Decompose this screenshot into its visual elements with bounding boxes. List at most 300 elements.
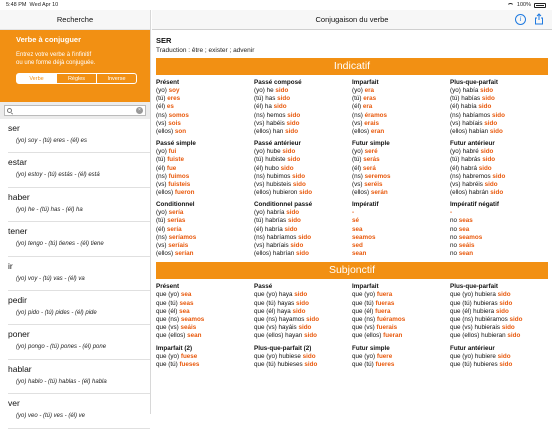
form-prefix: (él) <box>352 164 363 172</box>
form-verb: - <box>450 209 453 217</box>
form-verb: sea <box>180 291 192 299</box>
form-verb: fuere <box>376 352 393 360</box>
conjugated-form <box>156 112 254 120</box>
form-prefix: no <box>450 233 459 241</box>
form-verb: serían <box>174 250 194 258</box>
form-verb: sean <box>352 250 367 258</box>
form-verb: sido <box>275 87 289 94</box>
conjugated-form <box>254 250 352 258</box>
tense-block <box>156 140 254 197</box>
conjugated-form <box>254 165 352 173</box>
form-verb: eres <box>167 95 181 103</box>
conjugated-form <box>254 353 352 361</box>
form-verb: sido <box>497 291 511 299</box>
conjugated-form <box>450 316 548 324</box>
tense-name: Imparfait <box>352 283 379 291</box>
form-verb: sido <box>489 127 503 135</box>
form-prefix: (yo) he <box>254 87 276 94</box>
conjugated-form <box>352 128 450 136</box>
form-verb: fuisteis <box>168 180 191 188</box>
form-prefix: (ns) <box>156 111 169 119</box>
form-prefix: (yo) <box>156 209 169 217</box>
conjugated-form <box>352 173 450 181</box>
form-verb: sería <box>168 209 184 217</box>
form-prefix: (yo) <box>352 87 365 94</box>
form-prefix: (yo) <box>156 87 169 94</box>
tense-name: Futur antérieur <box>450 140 495 148</box>
form-verb: era <box>364 87 375 94</box>
form-prefix: (tú) <box>352 95 364 103</box>
conjugated-form <box>450 128 548 136</box>
form-prefix: (vs) habréis <box>450 180 485 188</box>
list-item[interactable] <box>0 360 150 394</box>
form-verb: fuiste <box>167 156 184 164</box>
form-prefix: (ns) <box>352 172 365 180</box>
tense-block <box>254 140 352 197</box>
form-verb: seríais <box>168 242 189 249</box>
conjugated-form <box>352 234 450 242</box>
form-verb: sea <box>352 225 363 233</box>
tense-name: Futur antérieur <box>450 344 495 352</box>
panel-description-line-1: Entrez votre verbe à l'infinitif <box>16 52 92 58</box>
verb-infinitive: ser <box>8 123 20 133</box>
tense-block <box>156 283 254 340</box>
form-verb: sido <box>495 307 509 315</box>
conjugated-form <box>254 332 352 340</box>
tense-block <box>254 201 355 258</box>
conjugated-form <box>352 95 450 103</box>
form-verb: fue <box>166 164 177 172</box>
mood-header: Indicatif <box>156 58 548 75</box>
conjugated-form <box>254 87 352 95</box>
conjugated-form <box>450 103 548 111</box>
segment-verbe[interactable]: Verbe <box>17 74 57 83</box>
conjugated-form <box>156 242 254 250</box>
verb-infinitive: poner <box>8 329 30 340</box>
verb-infinitive: tener <box>8 226 28 237</box>
search-box <box>4 105 146 116</box>
share-icon[interactable] <box>534 13 544 25</box>
tense-name: Plus-que-parfait <box>450 79 498 86</box>
tense-name: Plus-que-parfait <box>450 283 498 291</box>
form-prefix: que (él) haya <box>254 307 293 315</box>
form-prefix: (tú) <box>156 95 168 103</box>
conjugated-form <box>156 300 254 308</box>
segment-regles[interactable]: Règles <box>57 74 97 83</box>
form-verb: sido <box>302 352 316 360</box>
verb-search-panel <box>0 30 150 102</box>
form-prefix: (ellos) <box>156 127 175 135</box>
conjugated-form <box>352 87 450 95</box>
clear-search-icon[interactable]: × <box>136 107 143 114</box>
form-verb: sido <box>286 119 300 127</box>
verb-infinitive: estar <box>8 157 27 168</box>
conjugated-form <box>156 316 254 324</box>
conjugated-form <box>352 103 450 111</box>
conjugated-form <box>450 308 548 316</box>
conjugated-form <box>254 156 352 164</box>
form-verb: sido <box>499 299 513 307</box>
conjugated-form <box>156 95 254 103</box>
list-item[interactable] <box>0 394 150 428</box>
verb-forms-preview: (yo) hablo - (tú) hablas - (él) habla <box>16 378 107 385</box>
conjugated-form <box>352 148 450 156</box>
conjugated-form <box>156 226 254 234</box>
form-prefix: que (yo) hubiese <box>254 352 303 360</box>
tense-grid <box>152 279 552 369</box>
conjugated-form <box>352 209 453 217</box>
conjugated-form <box>450 234 548 242</box>
form-prefix: que (tú) hubieses <box>254 360 305 368</box>
form-prefix: (yo) había <box>450 87 481 94</box>
conjugated-form <box>254 291 352 299</box>
form-prefix: que (vs) <box>156 324 181 332</box>
form-prefix: no <box>450 250 459 258</box>
list-item[interactable] <box>0 325 150 359</box>
form-verb: fueses <box>179 360 200 368</box>
form-verb: sido <box>492 172 506 180</box>
conjugation-view <box>152 10 552 414</box>
form-prefix: que (ellos) hubieran <box>450 332 508 340</box>
conjugated-form <box>450 120 548 128</box>
form-prefix: que (tú) hubieras <box>450 299 500 307</box>
tense-name: Futur simple <box>352 344 390 352</box>
form-prefix: (yo) hube <box>254 148 283 156</box>
conjugated-form <box>450 242 548 250</box>
conjugated-form <box>156 128 254 136</box>
tense-name: Impératif négatif <box>450 201 499 209</box>
verb-forms-preview: (yo) tengo - (tú) tienes - (él) tiene <box>16 241 104 248</box>
conjugated-form <box>450 209 548 217</box>
form-prefix: que (yo) hubiere <box>450 352 498 360</box>
form-prefix: (vs) habríais <box>254 242 291 249</box>
tense-name: Futur simple <box>352 140 390 148</box>
conjugated-form <box>450 173 548 181</box>
main-title: Conjugaison du verbe <box>315 15 389 24</box>
form-verb: eras <box>363 95 377 103</box>
wifi-icon <box>507 3 514 8</box>
form-prefix: (vs) <box>156 242 169 249</box>
tense-block <box>254 79 352 136</box>
form-prefix: que (tú) <box>156 360 180 368</box>
form-prefix: (ns) <box>156 172 169 180</box>
form-verb: sido <box>277 95 291 103</box>
form-verb: seremos <box>364 172 391 180</box>
form-prefix: (ns) hubimos <box>254 172 293 180</box>
form-prefix: (él) <box>156 225 167 233</box>
form-prefix: que (tú) hubieres <box>450 360 500 368</box>
verb-forms-preview: (yo) pongo - (tú) pones - (él) pone <box>16 344 107 351</box>
form-prefix: (él) habría <box>254 225 285 233</box>
form-prefix: (yo) <box>156 148 169 156</box>
form-verb: serán <box>370 189 388 197</box>
form-prefix: (ellos) habrán <box>450 189 491 197</box>
list-item[interactable] <box>0 153 150 187</box>
form-verb: sido <box>296 250 309 258</box>
form-verb: es <box>166 103 174 111</box>
form-prefix: (tú) has <box>254 95 278 103</box>
status-bar <box>0 0 552 10</box>
battery-percent: 100% <box>516 2 531 8</box>
form-verb: fueras <box>375 299 395 307</box>
info-icon[interactable]: i <box>515 14 526 25</box>
search-row <box>0 102 150 119</box>
form-prefix: (él) <box>156 164 167 172</box>
tense-name: Imparfait <box>352 79 379 86</box>
search-sidebar <box>0 10 151 420</box>
conjugated-form <box>352 308 450 316</box>
form-prefix: (ellos) <box>156 189 175 197</box>
form-prefix: (él) hubo <box>254 164 281 172</box>
form-prefix: (tú) habías <box>450 95 482 103</box>
verb-infinitive: pedir <box>8 294 27 305</box>
form-verb: sido <box>484 180 498 188</box>
form-prefix: (él) ha <box>254 103 274 111</box>
tense-block <box>352 283 450 340</box>
form-verb: sido <box>287 217 301 225</box>
conjugated-form <box>450 332 548 340</box>
tense-block <box>352 140 450 197</box>
conjugated-form <box>156 332 254 340</box>
form-verb: sido <box>480 87 494 94</box>
form-verb: era <box>362 103 373 111</box>
form-verb: eran <box>370 127 385 135</box>
conjugated-form <box>156 148 254 156</box>
tense-block <box>352 201 453 258</box>
conjugated-form <box>352 120 450 128</box>
verb-forms-preview: (yo) estoy - (tú) estás - (él) está <box>16 172 100 179</box>
form-prefix: (tú) habrías <box>254 217 288 225</box>
tense-name: Présent <box>156 283 180 291</box>
tense-grid <box>152 75 552 258</box>
form-verb: sido <box>285 127 299 135</box>
conjugated-form <box>254 217 352 225</box>
list-item[interactable] <box>0 188 150 222</box>
form-verb: seáis <box>180 324 197 332</box>
form-prefix: (ns) habíamos <box>450 111 492 119</box>
form-verb: seas <box>179 299 194 307</box>
verb-title: SER <box>156 36 172 45</box>
form-verb: somos <box>168 111 189 119</box>
tense-block <box>450 140 548 197</box>
form-verb: fuera <box>375 307 391 315</box>
verb-list <box>0 119 150 429</box>
form-verb: sido <box>480 148 494 156</box>
form-verb: sido <box>306 315 320 323</box>
list-item[interactable] <box>0 222 150 256</box>
form-prefix: (vs) <box>156 119 169 127</box>
form-verb: fuéramos <box>376 315 406 323</box>
conjugated-form <box>352 300 450 308</box>
verb-forms-preview: (yo) veo - (tú) ves - (él) ve <box>16 413 86 420</box>
conjugated-form <box>254 181 352 189</box>
form-prefix: (vs) habíais <box>450 119 485 127</box>
conjugated-form <box>254 103 352 111</box>
verb-forms-preview: (yo) soy - (tú) eres - (él) es <box>16 138 88 144</box>
form-verb: fuese <box>180 352 198 360</box>
form-prefix: (tú) <box>156 156 168 164</box>
verb-infinitive: hablar <box>8 363 32 374</box>
tense-name: Passé <box>254 283 273 291</box>
verb-infinitive: haber <box>8 191 30 202</box>
conjugated-form <box>254 173 352 181</box>
form-prefix: (yo) habré <box>450 148 481 156</box>
conjugated-form <box>254 316 352 324</box>
form-verb: serías <box>167 217 186 225</box>
form-verb: fueron <box>174 189 195 197</box>
form-prefix: que (ns) <box>156 315 181 323</box>
conjugated-form <box>156 234 254 242</box>
form-prefix: (tú) hubiste <box>254 156 288 164</box>
form-prefix: que (ns) hayamos <box>254 315 307 323</box>
form-prefix: (él) habrá <box>450 164 479 172</box>
form-prefix: que (yo) hubiera <box>450 291 498 299</box>
form-prefix: que (él) hubiera <box>450 307 496 315</box>
form-prefix: (ns) <box>156 233 169 241</box>
form-prefix: (yo) habría <box>254 209 287 217</box>
form-prefix: (vs) <box>352 119 365 127</box>
form-prefix: que (tú) <box>156 299 180 307</box>
conjugated-form <box>254 300 352 308</box>
form-verb: seamos <box>352 233 376 241</box>
form-prefix: (vs) habéis <box>254 119 287 127</box>
form-prefix: que (yo) haya <box>254 291 295 299</box>
conjugated-form <box>352 332 450 340</box>
verb-infinitive: ver <box>8 398 20 409</box>
conjugated-form <box>352 189 450 197</box>
form-prefix: (ns) habremos <box>450 172 493 180</box>
conjugated-form <box>352 316 450 324</box>
conjugated-form <box>352 353 450 361</box>
conjugated-form <box>254 361 352 369</box>
conjugated-form <box>352 165 450 173</box>
conjugated-form <box>254 209 355 217</box>
list-item[interactable] <box>0 257 150 291</box>
form-prefix: que (ellos) <box>352 332 384 340</box>
conjugated-form <box>156 291 254 299</box>
conjugated-form <box>156 324 254 332</box>
form-prefix: que (tú) <box>352 360 376 368</box>
tense-name: Passé antérieur <box>254 140 301 148</box>
form-prefix: (vs) <box>352 180 365 188</box>
form-verb: sido <box>286 209 300 217</box>
conjugated-form <box>156 308 254 316</box>
form-verb: sed <box>352 242 363 249</box>
tense-name: Imparfait (2) <box>156 344 193 352</box>
panel-title: Verbe à conjuguer <box>16 35 82 44</box>
conjugated-form <box>156 173 254 181</box>
form-verb: seamos <box>458 233 483 241</box>
verb-forms-preview: (yo) he - (tú) has - (él) ha <box>16 206 83 213</box>
form-prefix: que (vs) <box>352 324 377 332</box>
status-time: 5:48 PM Wed Apr 10 <box>6 2 59 8</box>
conjugated-form <box>156 156 254 164</box>
form-verb: sean <box>458 250 474 258</box>
form-verb: sido <box>299 189 313 197</box>
conjugated-form <box>352 217 450 225</box>
form-prefix: que (ns) hubiéramos <box>450 315 510 323</box>
tense-name: Impératif <box>352 201 379 209</box>
form-prefix: (ellos) <box>352 127 371 135</box>
form-verb: seríamos <box>168 233 197 241</box>
form-verb: sido <box>298 233 312 241</box>
conjugated-form <box>156 353 254 361</box>
panel-description-line-2: ou une forme déjà conjuguée. <box>16 60 96 66</box>
conjugated-form <box>254 189 352 197</box>
conjugated-form <box>450 291 548 299</box>
tense-name: Présent <box>156 79 180 86</box>
conjugated-form <box>254 128 352 136</box>
form-verb: sido <box>484 119 498 127</box>
tense-block <box>352 79 450 136</box>
form-verb: seas <box>458 217 473 225</box>
form-verb: sido <box>298 324 312 332</box>
form-verb: sido <box>492 111 505 119</box>
form-prefix: que (yo) <box>352 352 377 360</box>
list-item[interactable] <box>0 291 150 325</box>
conjugated-form <box>156 165 254 173</box>
segment-inverse[interactable]: Inverse <box>107 75 126 82</box>
tense-block <box>450 201 548 258</box>
form-prefix: que (tú) <box>352 299 376 307</box>
tense-block <box>254 345 352 369</box>
form-prefix: que (yo) <box>352 291 377 299</box>
conjugated-form <box>156 103 254 111</box>
form-verb: soy <box>168 87 180 94</box>
form-prefix: (ns) hemos <box>254 111 288 119</box>
form-prefix: (ellos) habían <box>450 127 490 135</box>
tense-block <box>156 201 254 258</box>
tense-block <box>352 345 450 369</box>
form-prefix: (ellos) han <box>254 127 286 135</box>
conjugated-form <box>450 361 548 369</box>
conjugated-form <box>450 165 548 173</box>
form-verb: sois <box>168 119 181 127</box>
tense-block <box>254 283 352 340</box>
form-prefix: (yo) <box>352 148 365 156</box>
conjugated-form <box>450 156 548 164</box>
form-prefix: (ns) <box>352 111 365 119</box>
conjugated-form <box>450 181 548 189</box>
form-verb: serás <box>363 156 380 164</box>
conjugated-form <box>156 120 254 128</box>
form-verb: éramos <box>364 111 388 119</box>
tense-block <box>450 79 548 136</box>
form-prefix: (tú) <box>156 217 168 225</box>
main-header <box>152 10 552 30</box>
conjugated-form <box>450 226 548 234</box>
conjugated-form <box>450 112 548 120</box>
conjugated-form <box>156 361 254 369</box>
tense-block <box>156 79 254 136</box>
panel-description <box>16 51 138 67</box>
form-verb: sea <box>458 225 470 233</box>
form-verb: sido <box>280 164 294 172</box>
form-prefix: no <box>450 242 459 249</box>
conjugated-form <box>156 217 254 225</box>
form-verb: sido <box>292 180 306 188</box>
search-icon <box>7 108 12 113</box>
form-verb: sido <box>497 352 511 360</box>
form-verb: sido <box>304 360 318 368</box>
conjugated-form <box>352 242 450 250</box>
form-prefix: (tú) <box>352 156 364 164</box>
mood-header: Subjonctif <box>156 262 548 279</box>
list-item[interactable] <box>0 119 150 153</box>
form-prefix: no <box>450 225 459 233</box>
form-verb: sean <box>187 332 202 340</box>
conjugated-form <box>450 250 548 258</box>
